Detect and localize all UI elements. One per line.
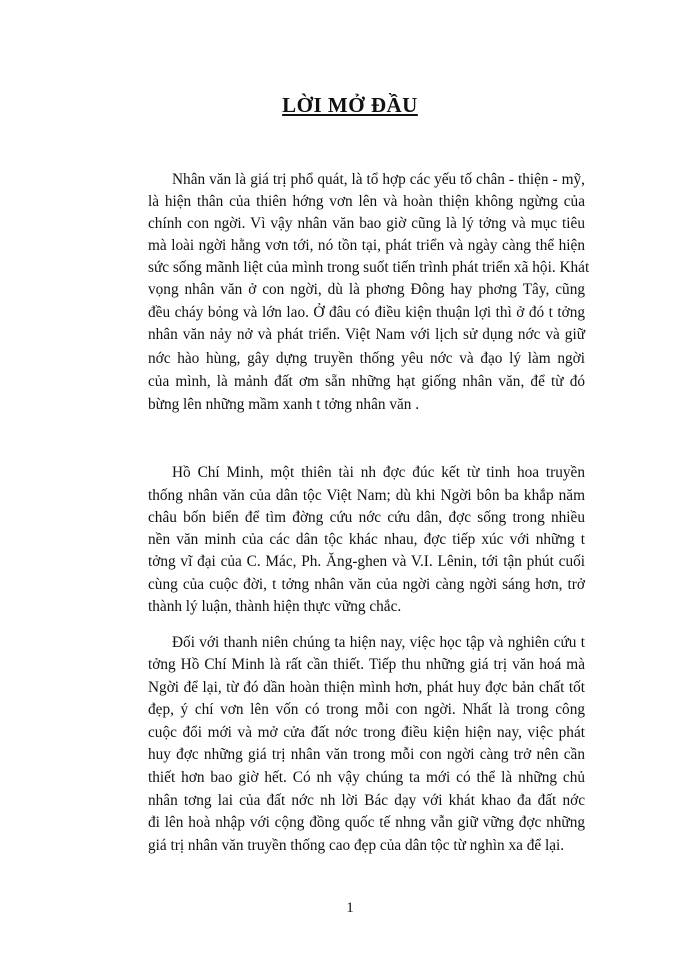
text-line: nhân tơng lai của đất nớc nh lời Bác dạy với khát khao đa đất nớc [148,792,585,809]
text-line: thống nhân văn của dân tộc Việt Nam; dù khi Ngời bôn ba khắp năm [148,487,585,504]
text-line: vọng nhân văn ở con ngời, dù là phơng Đông hay phơng Tây, cũng [148,281,585,298]
text-line: cùng của cuộc đời, t tởng nhân văn của ngời càng ngời sáng hơn, trở [148,576,585,593]
text-line: mà loài ngời hằng vơn tới, nó tồn tại, phát triển và ngày càng thể hiện [148,237,585,254]
text-line: thành lý luận, thành hiện thực vững chắc. [148,598,402,615]
text-line: giá trị nhân văn truyền thống cao đẹp của dân tộc từ nghìn xa để lại. [148,837,565,854]
text-line: cuộc đổi mới và mở cửa đất nớc trong điều kiện hiện nay, việc phát [148,724,585,741]
text-line: Hồ Chí Minh, một thiên tài nh đợc đúc kết từ tinh hoa truyền [172,464,585,481]
text-line: bừng lên những mầm xanh t tởng nhân văn . [148,396,420,413]
page-title: LỜI MỞ ĐẦU [282,93,418,117]
text-line: Ngời để lại, từ đó dần hoàn thiện mình hơn, phát huy đợc bản chất tốt [148,679,585,696]
text-line: đều cháy bỏng và lớn lao. Ở đâu có điều kiện thuận lợi thì ở đó t tởng [148,304,585,321]
text-line: chính con ngời. Vì vậy nhân văn bao giờ cũng là lý tởng và mục tiêu [148,215,585,232]
text-line: của mình, là mảnh đất ơm sẵn những hạt giống nhân văn, để từ đó [148,373,585,390]
text-line: sức sống mãnh liệt của mình trong suốt tiến trình phát triển xã hội. Khát [148,259,590,276]
text-line: Đối với thanh niên chúng ta hiện nay, việc học tập và nghiên cứu t [172,634,585,651]
text-line: đẹp, ý chí vơn lên vốn có trong mỗi con ngời. Nhất là trong công [148,701,585,718]
text-line: đi lên hoà nhập với cộng đồng quốc tế nhng vẫn giữ vững đợc những [148,814,585,831]
text-line: là hiện thân của thiên hớng vơn lên và hoàn thiện không ngừng của [148,193,585,210]
text-line: tởng vĩ đại của C. Mác, Ph. Ăng-ghen và V.I. Lênin, tới tận phút cuối [148,553,585,570]
text-line: nớc hào hùng, gây dựng truyền thống yêu nớc và đạo lý làm ngời [148,350,585,367]
text-line: Nhân văn là giá trị phổ quát, là tổ hợp các yếu tố chân - thiện - mỹ, [172,171,585,188]
text-line: huy đợc những giá trị nhân văn trong mỗi con ngời càng trở nên cần [148,746,585,763]
text-line: châu bốn biển để tìm đờng cứu nớc cứu dân, đợc sống trong nhiều [148,509,585,526]
text-line: tởng Hồ Chí Minh là rất cần thiết. Tiếp thu những giá trị văn hoá mà [148,656,585,673]
text-line: nhân văn nảy nở và phát triển. Việt Nam với lịch sử dụng nớc và giữ [148,326,585,343]
page-number: 1 [346,900,354,916]
text-line: thiết hơn bao giờ hết. Có nh vậy chúng ta mới có thể là những chủ [148,769,585,786]
text-line: nền văn minh của các dân tộc khác nhau, đợc tiếp xúc với những t [148,531,585,548]
